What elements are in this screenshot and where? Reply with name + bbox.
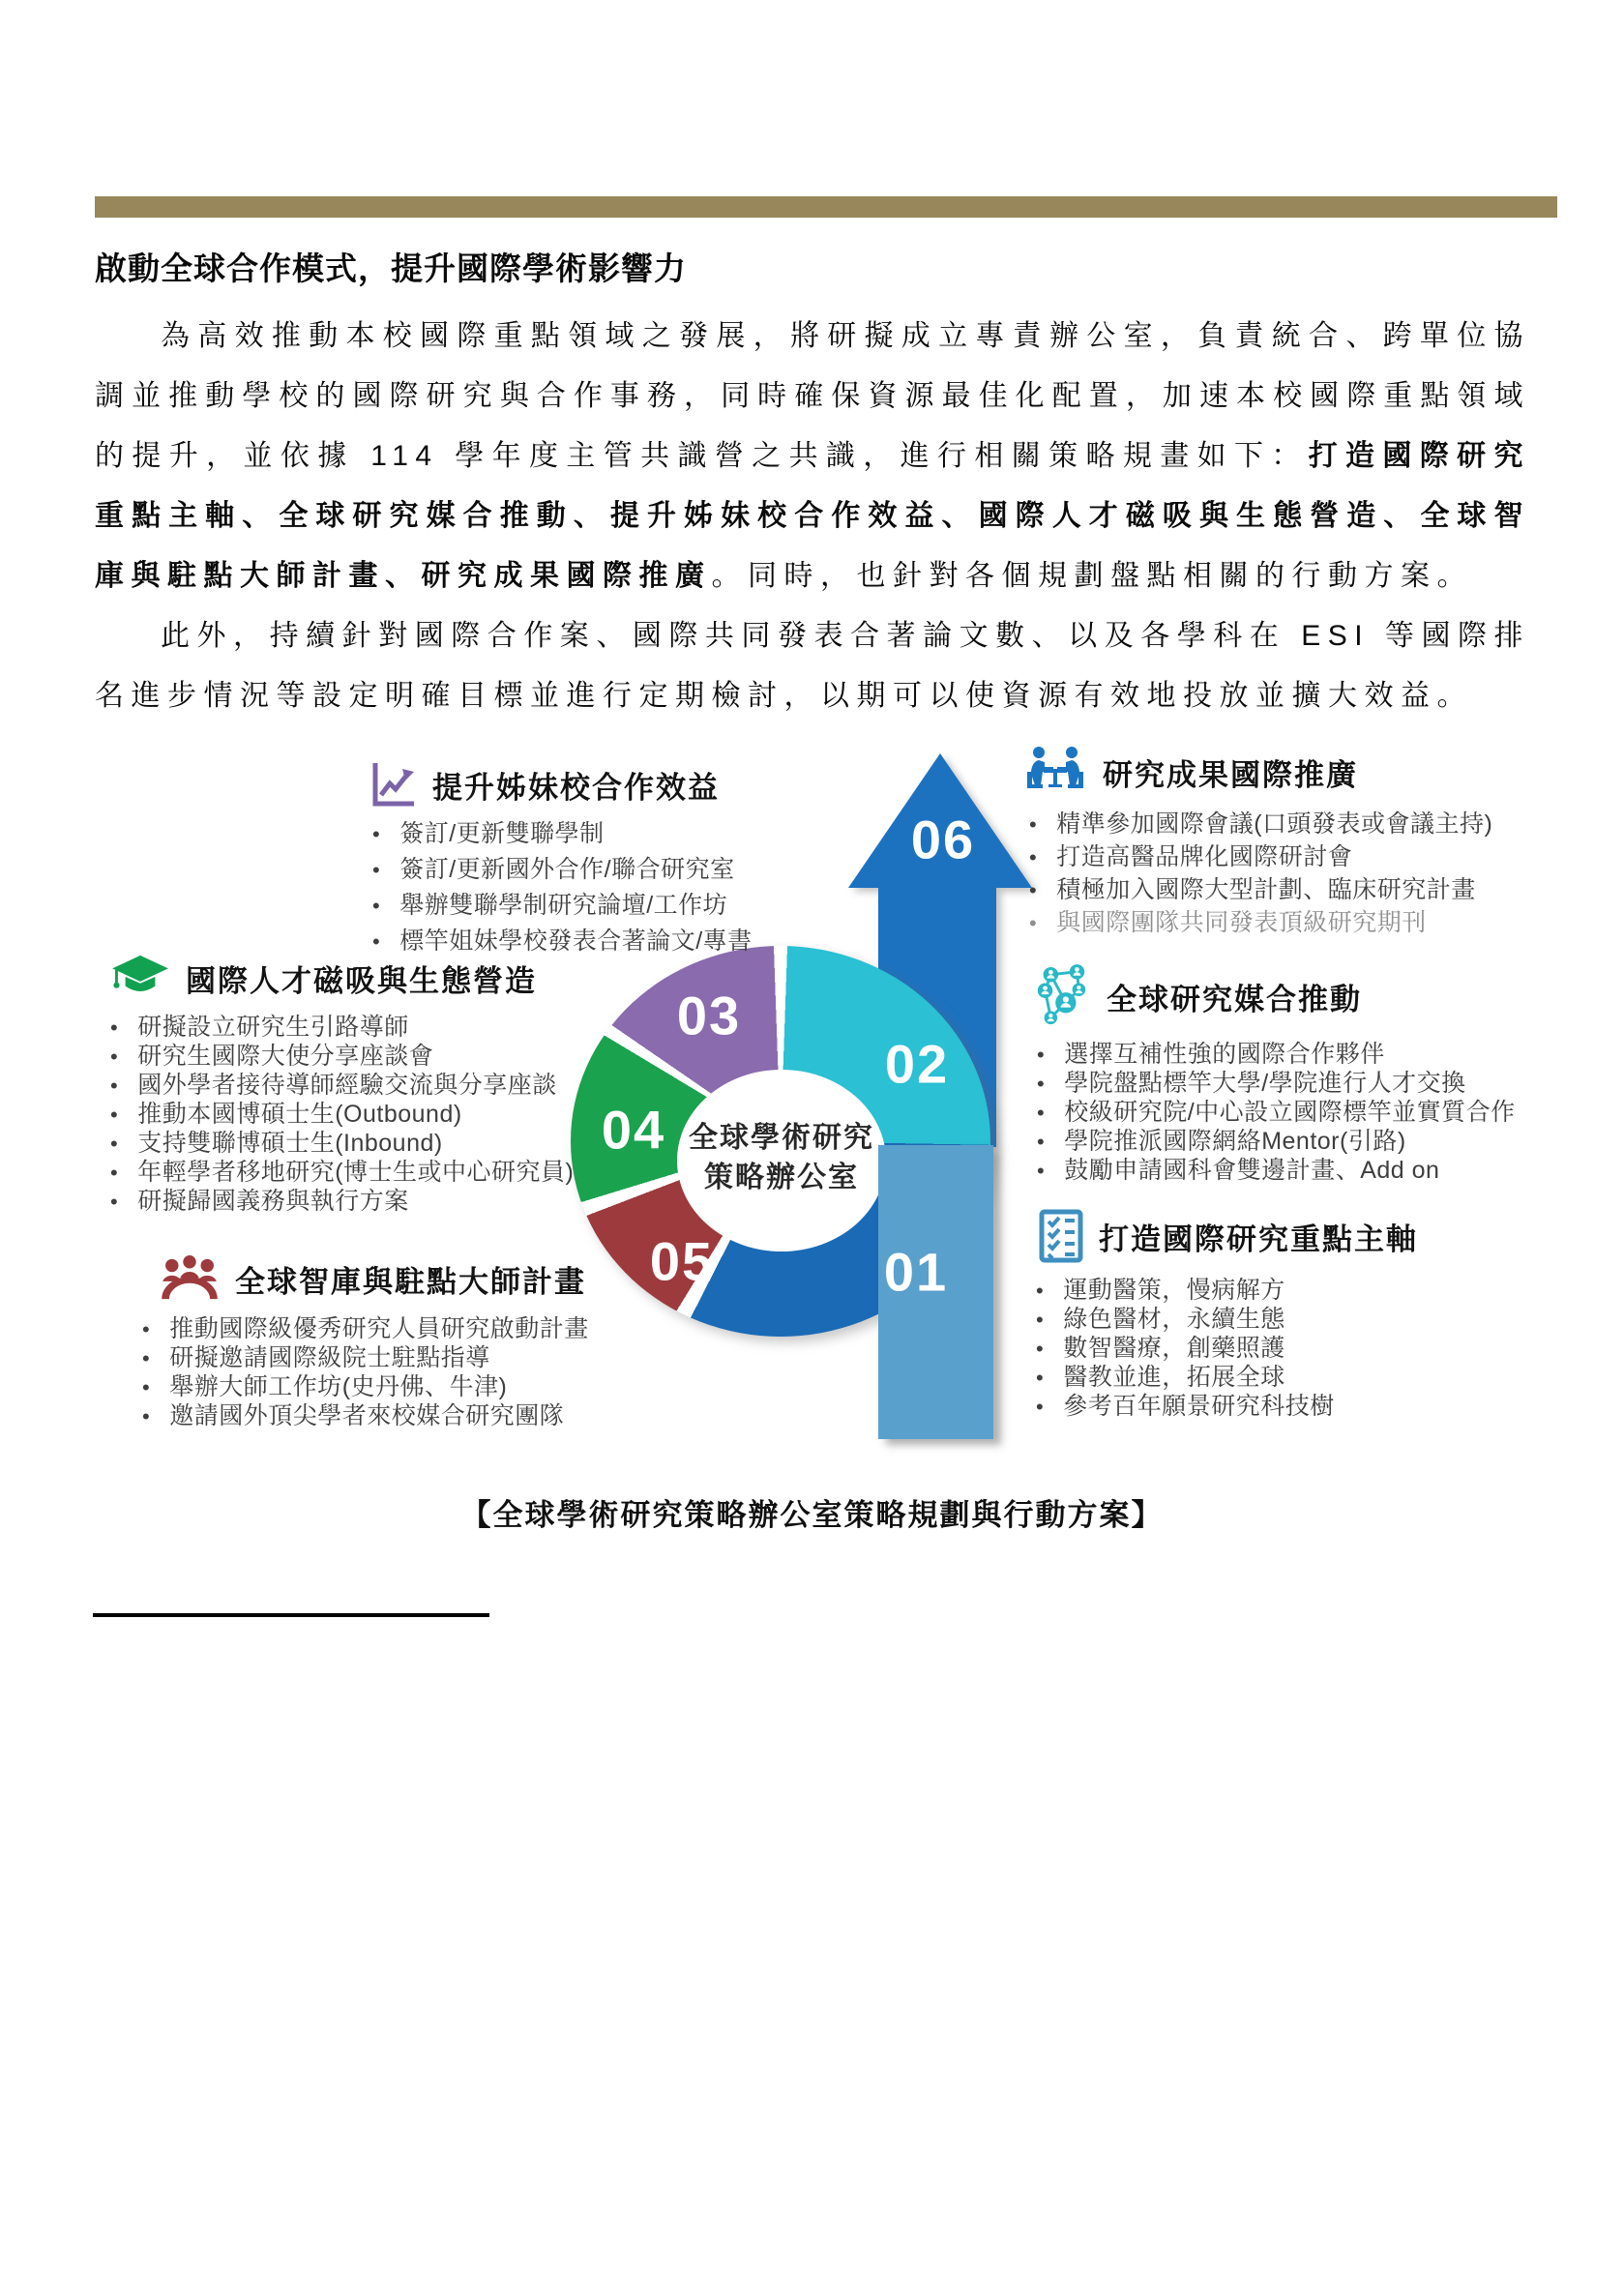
bullet-dot: • <box>110 1132 119 1156</box>
bullet-item <box>1037 1070 1611 1098</box>
bullet-dot: • <box>110 1161 119 1185</box>
bullet-text: 學院盤點標竿大學/學院進行人才交換 <box>1064 1070 1466 1097</box>
intro-run: 此外，持續針對國際合作案、國際共同發表合著論文數、以及各學科在 ESI 等國際排名進步情況等設定明確目標並進行定期檢討，以期可以使資源有效地投放並擴大效益。 <box>95 620 1530 712</box>
bullet-dot: • <box>110 1190 119 1214</box>
bullet-text: 研究生國際大使分享座談會 <box>137 1043 434 1070</box>
bullet-item <box>372 892 951 920</box>
bullet-list <box>372 820 951 956</box>
bullet-dot: • <box>1036 1395 1045 1419</box>
bullet-item <box>1037 1099 1611 1127</box>
page-title: 啟動全球合作模式，提升國際學術影響力 <box>95 250 687 286</box>
strategy-block-mainaxes <box>1035 1209 1586 1422</box>
bullet-dot: • <box>1037 1130 1046 1154</box>
meeting-icon <box>1023 745 1087 799</box>
segment-number-03: 03 <box>676 985 742 1046</box>
bullet-text: 與國際團隊共同發表頂級研究期刊 <box>1056 909 1427 936</box>
bullet-text: 校級研究院/中心設立國際標竿並實質合作 <box>1064 1099 1516 1126</box>
bullet-dot: • <box>110 1103 119 1127</box>
bullet-text: 支持雙聯博碩士生(Inbound) <box>137 1130 443 1157</box>
line-chart-icon <box>370 760 417 809</box>
bullet-text: 數智醫療，創藥照護 <box>1063 1335 1285 1362</box>
bullet-item <box>142 1402 703 1430</box>
strategy-block-sister <box>370 760 951 963</box>
bullet-list <box>1037 1041 1611 1185</box>
bullet-dot: • <box>1029 812 1038 837</box>
segment-number-04: 04 <box>601 1099 666 1161</box>
segment-number-01: 01 <box>883 1241 949 1303</box>
block-title: 研究成果國際推廣 <box>1103 757 1358 792</box>
intro-run-bold: 打造國際研究重點主軸、全球研究媒合推動、提升姊妹校合作效益、國際人才磁吸與生態營造、全球智庫與駐點大師計畫、研究成果國際推廣 <box>95 440 1530 592</box>
block-title: 國際人才磁吸與生態營造 <box>186 963 537 998</box>
bullet-dot: • <box>1036 1308 1045 1332</box>
bullet-text: 年輕學者移地研究(博士生或中心研究員) <box>137 1159 575 1186</box>
bullet-text: 研擬設立研究生引路導師 <box>137 1014 409 1041</box>
bullet-dot: • <box>110 1045 119 1069</box>
bullet-dot: • <box>110 1016 119 1040</box>
bullet-text: 邀請國外頂尖學者來校媒合研究團隊 <box>169 1402 565 1429</box>
bullet-text: 舉辦雙聯學制研究論壇/工作坊 <box>399 892 728 919</box>
bullet-item <box>1029 909 1604 937</box>
bullet-dot: • <box>1036 1279 1045 1303</box>
bullet-dot: • <box>1036 1366 1045 1390</box>
intro-run: 。同時，也針對各個規劃盤點相關的行動方案。 <box>711 560 1473 592</box>
bullet-item <box>1029 810 1604 839</box>
donut-center-line2: 策略辦公室 <box>704 1162 859 1193</box>
bullet-dot: • <box>1029 911 1038 935</box>
bullet-list <box>1036 1277 1586 1421</box>
bullet-item <box>110 1043 691 1071</box>
bullet-dot: • <box>372 858 381 882</box>
bullet-list <box>1029 810 1604 937</box>
bullet-text: 研擬邀請國際級院士駐點指導 <box>169 1344 490 1371</box>
graduation-cap-icon <box>110 954 170 1002</box>
bullet-item <box>1036 1335 1586 1363</box>
bullet-text: 鼓勵申請國科會雙邊計畫、Add on <box>1064 1157 1440 1184</box>
block-head <box>110 954 691 1002</box>
bullet-text: 學院推派國際網絡Mentor(引路) <box>1064 1128 1406 1155</box>
bullet-text: 積極加入國際大型計劃、臨床研究計畫 <box>1056 876 1476 903</box>
bullet-text: 簽訂/更新雙聯學制 <box>399 820 605 847</box>
bullet-text: 舉辦大師工作坊(史丹佛、牛津) <box>169 1373 508 1400</box>
footnote-separator <box>93 1613 489 1617</box>
bullet-item <box>1036 1393 1586 1421</box>
bullet-item <box>110 1159 691 1187</box>
block-head <box>160 1255 703 1302</box>
segment-number-05: 05 <box>649 1230 715 1292</box>
bullet-dot: • <box>1036 1337 1045 1361</box>
bullet-item <box>1036 1306 1586 1334</box>
bullet-item <box>1037 1157 1611 1185</box>
bullet-text: 參考百年願景研究科技樹 <box>1063 1393 1335 1420</box>
bullet-item <box>1037 1128 1611 1156</box>
strategy-block-thinktank <box>142 1255 703 1431</box>
bullet-dot: • <box>372 822 381 846</box>
diagram-caption: 【全球學術研究策略辦公室策略規劃與行動方案】 <box>460 1498 1164 1532</box>
bullet-text: 標竿姐妹學校發表合著論文/專書 <box>399 927 753 955</box>
bullet-item <box>1029 843 1604 871</box>
bullet-text: 綠色醫材，永續生態 <box>1063 1306 1285 1333</box>
bullet-dot: • <box>110 1074 119 1098</box>
bullet-item <box>110 1014 691 1042</box>
bullet-item <box>372 820 951 848</box>
checklist-icon <box>1039 1209 1083 1263</box>
strategy-block-matchmaking <box>1031 963 1611 1186</box>
bullet-text: 選擇互補性強的國際合作夥伴 <box>1064 1041 1385 1068</box>
segment-number-06: 06 <box>910 809 976 870</box>
bullet-item <box>110 1072 691 1100</box>
bullet-dot: • <box>1029 845 1038 869</box>
bullet-item <box>372 927 951 956</box>
bullet-item <box>110 1188 691 1216</box>
bullet-item <box>142 1315 703 1343</box>
bullet-list <box>142 1315 703 1430</box>
bullet-item <box>1029 876 1604 904</box>
block-title: 打造國際研究重點主軸 <box>1099 1222 1418 1256</box>
bullet-list <box>110 1014 691 1216</box>
block-title: 提升姊妹校合作效益 <box>432 770 720 805</box>
bullet-text: 研擬歸國義務與執行方案 <box>137 1188 409 1215</box>
block-head <box>370 760 951 809</box>
bullet-item <box>1036 1364 1586 1392</box>
bullet-item <box>142 1344 703 1372</box>
block-head <box>1023 745 1604 799</box>
bullet-dot: • <box>1037 1072 1046 1096</box>
donut-center-line1: 全球學術研究 <box>689 1122 874 1154</box>
bullet-item <box>1036 1277 1586 1305</box>
bullet-dot: • <box>1037 1101 1046 1125</box>
block-title: 全球智庫與駐點大師計畫 <box>235 1264 586 1299</box>
strategy-block-talent <box>110 954 691 1217</box>
bullet-text: 運動醫策，慢病解方 <box>1063 1277 1285 1304</box>
intro-run: 為高效推動本校國際重點領域之發展，將研擬成立專責辦公室，負責統合、跨單位協調並推動學校的國際研究與合作事務，同時確保資源最佳化配置，加速本校國際重點領域的提升，並依據 114 學年度主管共識營之共識，進行相關策略規畫如下： <box>95 320 1530 472</box>
block-title: 全球研究媒合推動 <box>1107 982 1362 1016</box>
bullet-text: 國外學者接待導師經驗交流與分享座談 <box>137 1072 557 1099</box>
bullet-item <box>1037 1041 1611 1069</box>
bullet-text: 推動國際級優秀研究人員研究啟動計畫 <box>169 1315 589 1342</box>
bullet-text: 醫教並進，拓展全球 <box>1063 1364 1285 1391</box>
bullet-dot: • <box>142 1404 151 1428</box>
bullet-dot: • <box>1029 878 1038 902</box>
bullet-text: 打造高醫品牌化國際研討會 <box>1056 843 1353 870</box>
bullet-item <box>142 1373 703 1401</box>
bullet-dot: • <box>142 1346 151 1370</box>
bullet-dot: • <box>1037 1043 1046 1067</box>
bullet-item <box>110 1101 691 1129</box>
bullet-dot: • <box>372 929 381 954</box>
bullet-item <box>110 1130 691 1158</box>
donut-center-label <box>677 1070 886 1251</box>
segment-number-02: 02 <box>884 1033 950 1095</box>
strategy-block-promotion <box>1023 745 1604 942</box>
audience-icon <box>160 1255 220 1302</box>
bullet-dot: • <box>372 894 381 918</box>
bullet-text: 推動本國博碩士生(Outbound) <box>137 1101 462 1128</box>
block-head <box>1031 963 1611 1029</box>
bullet-dot: • <box>142 1375 151 1399</box>
network-icon <box>1031 963 1091 1029</box>
bullet-text: 精準參加國際會議(口頭發表或會議主持) <box>1056 810 1493 838</box>
bullet-dot: • <box>1037 1159 1046 1183</box>
block-head <box>1039 1209 1586 1263</box>
bullet-item <box>372 856 951 884</box>
bullet-dot: • <box>142 1317 151 1341</box>
bullet-text: 簽訂/更新國外合作/聯合研究室 <box>399 856 735 883</box>
